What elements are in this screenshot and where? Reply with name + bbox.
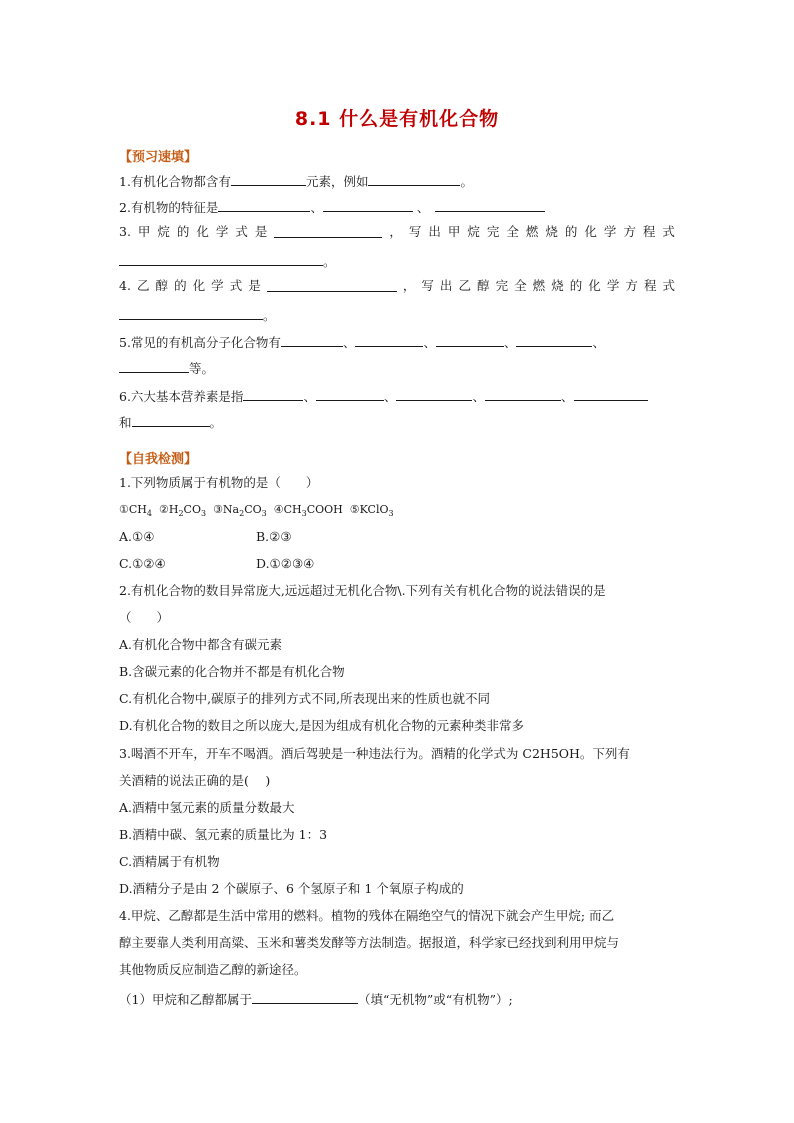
section-preview-header: 【预习速填】 [119, 150, 198, 165]
blank[interactable] [218, 198, 310, 212]
option-a[interactable]: A.①④ [119, 529, 155, 544]
blank[interactable] [243, 387, 303, 401]
blank[interactable] [252, 990, 358, 1004]
page-title: 8.1 什么是有机化合物 [294, 108, 500, 130]
test-2-option-d[interactable]: D.有机化合物的数目之所以庞大,是因为组成有机化合物的元素种类非常多 [119, 718, 525, 733]
test-2-option-b[interactable]: B.含碳元素的化合物并不都是有机化合物 [119, 664, 345, 679]
option-d[interactable]: D.①②③④ [256, 556, 315, 571]
blank[interactable] [119, 252, 323, 266]
test-1-options-row-1 [119, 529, 675, 545]
question-6-line-1: 6.六大基本营养素是指 、 、 、 、 [119, 387, 675, 405]
blank[interactable] [396, 387, 472, 401]
question-6-line-2: 和 。 [119, 415, 223, 430]
test-4-stem-line-1: 4.甲烷、乙醇都是生活中常用的燃料。植物的残体在隔绝空气的情况下就会产生甲烷; 而乙 [119, 908, 615, 923]
test-4-stem-line-3: 其他物质反应制造乙醇的新途径。 [119, 962, 307, 977]
question-4-line-2: 。 [119, 306, 675, 324]
blank[interactable] [281, 333, 343, 347]
section-self-test-header: 【自我检测】 [119, 452, 198, 467]
test-1-options-row-2 [119, 556, 675, 572]
blank[interactable] [267, 278, 397, 292]
blank[interactable] [574, 387, 648, 401]
test-2-option-a[interactable]: A.有机化合物中都含有碳元素 [119, 637, 283, 652]
blank[interactable] [316, 387, 384, 401]
option-b[interactable]: B.②③ [256, 529, 292, 544]
test-1-stem: 1.下列物质属于有机物的是（ ） [119, 475, 319, 490]
blank[interactable] [231, 172, 306, 186]
test-3-stem-line-2: 关酒精的说法正确的是( ) [119, 773, 271, 788]
test-4-stem-line-2: 醇主要靠人类利用高粱、玉米和薯类发酵等方法制造。据报道，科学家已经找到利用甲烷与 [119, 935, 620, 950]
blank[interactable] [436, 333, 504, 347]
question-4-line-1: 4. 乙 醇 的 化 学 式 是 ， 写 出 乙 醇 完 全 燃 烧 的 化 学 方 程 式 [119, 278, 675, 293]
blank[interactable] [274, 224, 382, 238]
blank[interactable] [323, 198, 413, 212]
blank[interactable] [119, 306, 263, 320]
test-3-option-b[interactable]: B.酒精中碳、氢元素的质量比为 1：3 [119, 827, 328, 842]
test-3-option-a[interactable]: A.酒精中氢元素的质量分数最大 [119, 800, 295, 815]
blank[interactable] [435, 198, 545, 212]
blank[interactable] [368, 172, 460, 186]
question-3-line-2: 。 [119, 252, 675, 270]
test-2-stem-line-1: 2.有机化合物的数目异常庞大,远远超过无机化合物\.下列有关有机化合物的说法错误的是 [119, 583, 606, 598]
blank[interactable] [485, 387, 561, 401]
blank[interactable] [355, 333, 423, 347]
blank[interactable] [132, 413, 210, 427]
test-3-option-d[interactable]: D.酒精分子是由 2 个碳原子、6 个氢原子和 1 个氧原子构成的 [119, 881, 464, 896]
blank[interactable] [119, 359, 189, 373]
test-2-stem-line-2: （ ） [119, 610, 170, 625]
blank[interactable] [516, 333, 592, 347]
question-3-line-1: 3. 甲 烷 的 化 学 式 是 ， 写 出 甲 烷 完 全 燃 烧 的 化 学 方 程 式 [119, 224, 675, 239]
option-c[interactable]: C.①②④ [119, 556, 166, 571]
test-2-option-c[interactable]: C.有机化合物中,碳原子的排列方式不同,所表现出来的性质也就不同 [119, 691, 491, 706]
question-1: 1.有机化合物都含有 元素，例如 。 [119, 174, 473, 189]
question-2: 2.有机物的特征是 、 、 [119, 198, 675, 216]
test-1-items: $①CH_4$ $②H_2CO_3$ $③Na_2CO_3$ $④CH_3COOH$ ⑤KClO$_3$ [119, 503, 394, 519]
test-3-option-c[interactable]: C.酒精属于有机物 [119, 854, 220, 869]
test-3-stem-line-1: 3.喝酒不开车，开车不喝酒。酒后驾驶是一种违法行为。酒精的化学式为 C2H5OH。下列有 [119, 746, 630, 761]
question-5-line-2: 等。 [119, 359, 675, 377]
test-4-sub-question-1: （1）甲烷和乙醇都属于 （填“无机物”或“有机物”）; [119, 992, 513, 1007]
question-5-line-1: 5.常见的有机高分子化合物有 、 、 、 、 [119, 335, 605, 350]
